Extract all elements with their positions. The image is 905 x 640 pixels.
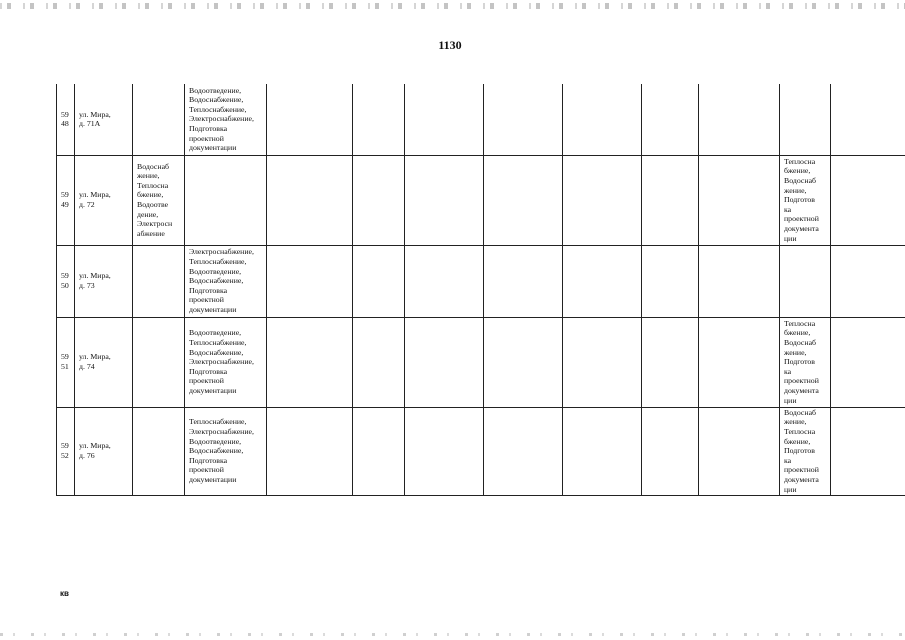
cell	[642, 317, 699, 407]
cell	[484, 155, 563, 245]
cell	[267, 317, 353, 407]
scan-artifact-top	[0, 3, 905, 9]
systems-cell-right: Водоснаб жение, Теплосна бжение, Подготов ка проектной документа ции	[780, 407, 831, 495]
address-cell: ул. Мира, д. 74	[75, 317, 133, 407]
cell	[699, 407, 780, 495]
works-cell	[185, 155, 267, 245]
row-number: 59 50	[57, 245, 75, 317]
cell	[353, 155, 405, 245]
cell	[405, 317, 484, 407]
row-number: 59 48	[57, 84, 75, 155]
address-cell: ул. Мира, д. 73	[75, 245, 133, 317]
table-row	[57, 245, 905, 317]
scan-artifact-bottom	[0, 633, 905, 636]
housing-works-table	[56, 84, 905, 496]
table-row	[57, 407, 905, 495]
works-cell: Теплоснабжение, Электроснабжение, Водоотведение, Водоснабжение, Подготовка проектной документации	[185, 407, 267, 495]
cell	[405, 407, 484, 495]
cell	[642, 84, 699, 155]
cell	[642, 155, 699, 245]
address-cell: ул. Мира, д. 72	[75, 155, 133, 245]
cell	[563, 317, 642, 407]
cell	[563, 407, 642, 495]
cell	[267, 155, 353, 245]
row-number: 59 51	[57, 317, 75, 407]
cell	[642, 245, 699, 317]
cell	[405, 155, 484, 245]
cell	[699, 317, 780, 407]
cell	[484, 84, 563, 155]
systems-cell: Водоснаб жение, Теплосна бжение, Водоотве дение, Электросн абжение	[133, 155, 185, 245]
cell	[563, 245, 642, 317]
cell	[699, 155, 780, 245]
table-row	[57, 84, 905, 155]
cell	[699, 245, 780, 317]
cell	[484, 245, 563, 317]
works-cell: Водоотведение, Водоснабжение, Теплоснабжение, Электроснабжение, Подготовка проектной документации	[185, 84, 267, 155]
cell	[563, 155, 642, 245]
cell	[780, 84, 831, 155]
cell	[133, 84, 185, 155]
cell	[831, 245, 905, 317]
cell	[563, 84, 642, 155]
works-cell: Электроснабжение, Теплоснабжение, Водоотведение, Водоснабжение, Подготовка проектной документации	[185, 245, 267, 317]
cell	[831, 407, 905, 495]
address-cell: ул. Мира, д. 71А	[75, 84, 133, 155]
cell	[831, 84, 905, 155]
footer-mark: кв	[60, 589, 69, 598]
cell	[484, 317, 563, 407]
cell	[353, 407, 405, 495]
row-number: 59 52	[57, 407, 75, 495]
cell	[353, 84, 405, 155]
cell	[133, 317, 185, 407]
cell	[405, 245, 484, 317]
cell	[353, 245, 405, 317]
cell	[831, 155, 905, 245]
cell	[133, 407, 185, 495]
cell	[353, 317, 405, 407]
cell	[780, 245, 831, 317]
table-row	[57, 155, 905, 245]
cell	[699, 84, 780, 155]
systems-cell-right: Теплосна бжение, Водоснаб жение, Подготов ка проектной документа ции	[780, 317, 831, 407]
works-cell: Водоотведение, Теплоснабжение, Водоснабжение, Электроснабжение, Подготовка проектной документации	[185, 317, 267, 407]
cell	[267, 245, 353, 317]
table-row	[57, 317, 905, 407]
cell	[642, 407, 699, 495]
cell	[267, 407, 353, 495]
row-number: 59 49	[57, 155, 75, 245]
cell	[133, 245, 185, 317]
page-number: 1130	[438, 38, 462, 52]
cell	[831, 317, 905, 407]
address-cell: ул. Мира, д. 76	[75, 407, 133, 495]
cell	[405, 84, 484, 155]
cell	[267, 84, 353, 155]
cell	[484, 407, 563, 495]
systems-cell-right: Теплосна бжение, Водоснаб жение, Подготов ка проектной документа ции	[780, 155, 831, 245]
